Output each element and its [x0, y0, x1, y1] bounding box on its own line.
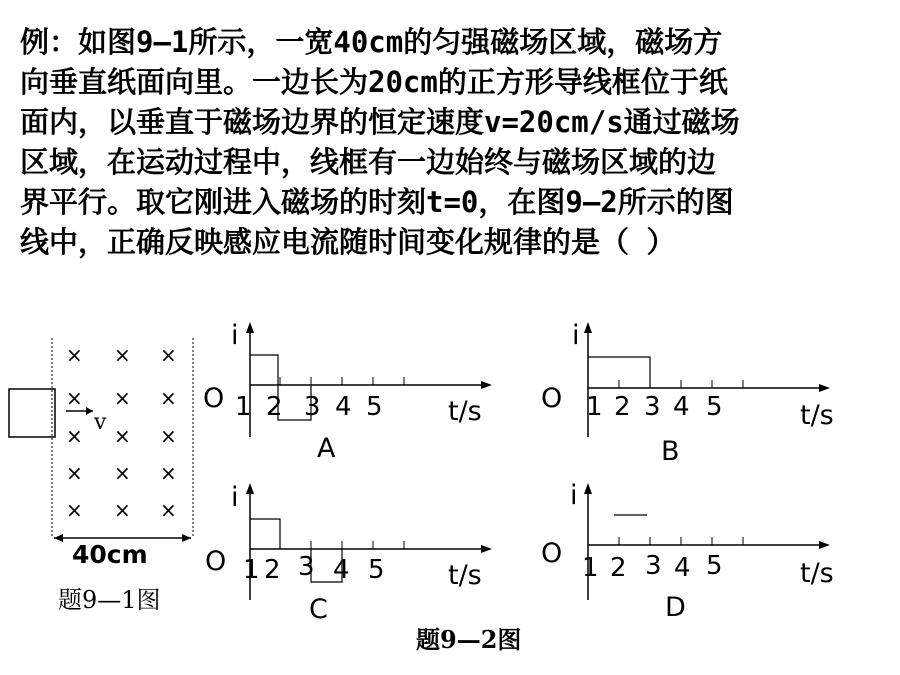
field-cross: ×	[114, 386, 131, 410]
graph-c-y-arrowhead	[246, 483, 254, 494]
option-c-letter: C	[309, 594, 328, 625]
option-b-letter: B	[661, 436, 680, 467]
graph-d-tick-label: 5	[706, 551, 723, 581]
problem-line: 区域，在运动过程中，线框有一边始终与磁场区域的边	[20, 145, 717, 179]
graph-c-origin-label: O	[205, 546, 227, 577]
graph-d-tick-label: 1	[582, 553, 599, 583]
field-cross: ×	[66, 424, 83, 448]
field-cross: ×	[66, 461, 83, 485]
problem-line: 例：如图9—1所示，一宽40cm的匀强磁场区域，磁场方	[20, 25, 723, 59]
graph-c-x-arrowhead	[481, 545, 492, 553]
graph-d-origin-label: O	[541, 538, 563, 569]
graph-c-x-label: t/s	[448, 560, 482, 591]
graph-c-current-positive	[250, 519, 280, 549]
graph-d-tick-label: 4	[674, 553, 691, 583]
graph-a-tick-label: 2	[266, 392, 283, 422]
graph-a-y-arrowhead	[246, 322, 254, 333]
graph-d-y-arrowhead	[584, 483, 592, 494]
figure-9-2-caption: 题9—2图	[416, 625, 522, 654]
graph-c-tick-label: 2	[264, 555, 281, 585]
field-cross: ×	[160, 343, 177, 367]
problem-line: 线中，正确反映感应电流随时间变化规律的是（ ）	[20, 225, 676, 259]
field-cross: ×	[160, 461, 177, 485]
field-cross: ×	[114, 498, 131, 522]
graph-b-x-label: t/s	[800, 400, 834, 431]
graph-c-y-label: i	[231, 482, 239, 513]
field-cross: ×	[66, 343, 83, 367]
graph-b-tick-label: 2	[614, 392, 631, 422]
graph-c-tick-label: 4	[333, 555, 350, 585]
graph-d-x-label: t/s	[800, 558, 834, 589]
graph-b-origin-label: O	[541, 383, 563, 414]
field-cross: ×	[160, 498, 177, 522]
field-cross: ×	[114, 424, 131, 448]
graph-d-tick-label: 2	[610, 553, 627, 583]
graph-b-tick-label: 1	[586, 392, 603, 422]
option-d-letter: D	[665, 592, 686, 623]
graph-b-x-arrowhead	[819, 384, 830, 392]
figure-9-1-caption: 题9—1图	[58, 586, 161, 614]
problem-line: 界平行。取它刚进入磁场的时刻t=0，在图9—2所示的图	[20, 185, 734, 219]
problem-line: 向垂直纸面向里。一边长为20cm的正方形导线框位于纸	[20, 65, 728, 99]
graph-a-tick-label: 5	[366, 392, 383, 422]
graph-b-tick-label: 5	[706, 392, 723, 422]
problem-line: 面内，以垂直于磁场边界的恒定速度v=20cm/s通过磁场	[20, 105, 740, 139]
field-cross: ×	[114, 461, 131, 485]
graph-a-x-arrowhead	[481, 381, 492, 389]
graph-b-y-label: i	[572, 320, 580, 351]
graph-d-x-arrowhead	[819, 541, 830, 549]
graph-c-tick-label: 3	[298, 552, 315, 582]
width-label: 40cm	[72, 540, 148, 569]
field-cross: ×	[160, 386, 177, 410]
field-cross: ×	[160, 424, 177, 448]
field-cross: ×	[66, 498, 83, 522]
graph-d-y-label: i	[570, 480, 578, 511]
option-a-letter: A	[317, 433, 336, 464]
graph-a-tick-label: 4	[335, 392, 352, 422]
graph-a-y-label: i	[231, 320, 239, 351]
graph-c-tick-label: 5	[368, 555, 385, 585]
field-cross: ×	[66, 386, 83, 410]
graph-b-y-arrowhead	[584, 322, 592, 333]
field-cross: ×	[114, 343, 131, 367]
graph-a-tick-label: 3	[304, 392, 321, 422]
graph-b-tick-label: 4	[673, 392, 690, 422]
graph-a-tick-label: 1	[235, 392, 252, 422]
graph-c-tick-label: 1	[243, 555, 260, 585]
graph-b-tick-label: 3	[644, 392, 661, 422]
graph-d-tick-label: 3	[645, 551, 662, 581]
graph-a-x-label: t/s	[448, 396, 482, 427]
velocity-label: v	[94, 410, 107, 435]
graph-a-origin-label: O	[203, 383, 225, 414]
